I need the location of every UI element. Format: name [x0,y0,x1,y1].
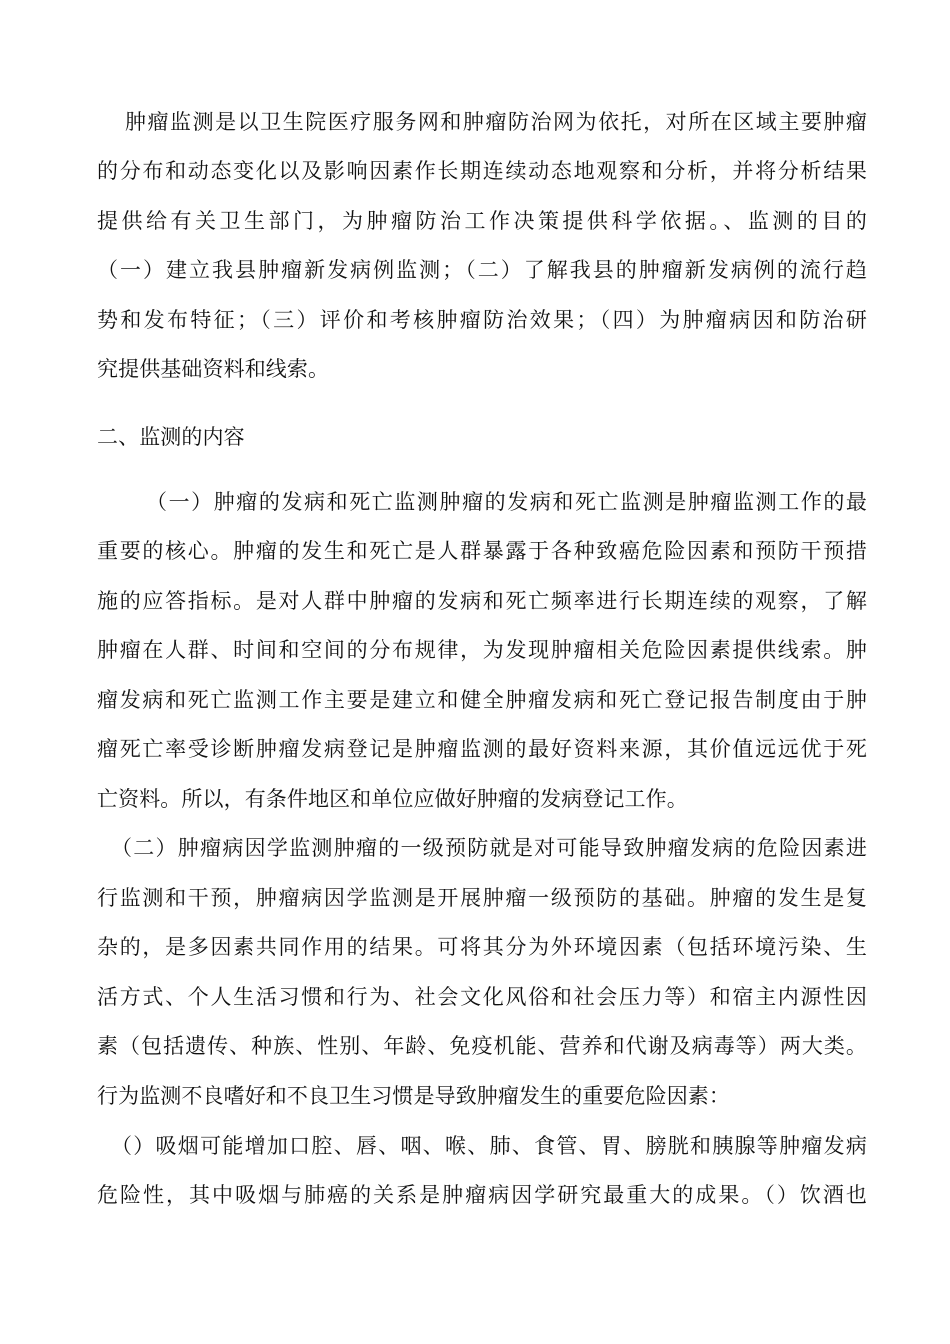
paragraph-1-line-6: 究提供基础资料和线索。 [97,357,330,381]
paragraph-2-line-1: （一）肿瘤的发病和死亡监测肿瘤的发病和死亡监测是肿瘤监测工作的最 [146,490,867,514]
paragraph-2-line-2: 重要的核心。肿瘤的发生和死亡是人群暴露于各种致癌危险因素和预防干预措 [97,539,867,563]
paragraph-1-line-3: 提供给有关卫生部门，为肿瘤防治工作决策提供科学依据。、监测的目的 [97,209,867,233]
paragraph-2-line-7: 亡资料。所以，有条件地区和单位应做好肿瘤的发病登记工作。 [97,787,688,811]
paragraph-2-line-5: 瘤发病和死亡监测工作主要是建立和健全肿瘤发病和死亡登记报告制度由于肿 [97,688,867,712]
paragraph-3-line-4: 活方式、个人生活习惯和行为、社会文化风俗和社会压力等）和宿主内源性因 [97,985,867,1009]
paragraph-3-line-2: 行监测和干预，肿瘤病因学监测是开展肿瘤一级预防的基础。肿瘤的发生是复 [97,886,867,910]
paragraph-1-line-1: 肿瘤监测是以卫生院医疗服务网和肿瘤防治网为依托，对所在区域主要肿瘤 [125,110,867,134]
paragraph-1-line-2: 的分布和动态变化以及影响因素作长期连续动态地观察和分析，并将分析结果 [97,159,867,183]
paragraph-4-line-2: 危险性，其中吸烟与肺癌的关系是肿瘤病因学研究最重大的成果。（）饮酒也 [97,1183,867,1207]
paragraph-2-line-3: 施的应答指标。是对人群中肿瘤的发病和死亡频率进行长期连续的观察，了解 [97,589,867,613]
paragraph-2-line-4: 肿瘤在人群、时间和空间的分布规律，为发现肿瘤相关危险因素提供线索。肿 [97,638,867,662]
paragraph-4-line-1: （）吸烟可能增加口腔、唇、咽、喉、肺、食管、胃、膀胱和胰腺等肿瘤发病 [111,1134,867,1158]
paragraph-3-line-3: 杂的，是多因素共同作用的结果。可将其分为外环境因素（包括环境污染、生 [97,935,867,959]
paragraph-3-line-5: 素（包括遗传、种族、性别、年龄、免疫机能、营养和代谢及病毒等）两大类。 [97,1034,867,1058]
section-heading-2: 二、监测的内容 [97,425,245,449]
paragraph-3-line-1: （二）肿瘤病因学监测肿瘤的一级预防就是对可能导致肿瘤发病的危险因素进 [111,836,867,860]
paragraph-3-line-6: 行为监测不良嗜好和不良卫生习惯是导致肿瘤发生的重要危险因素： [97,1084,730,1108]
paragraph-1-line-5: 势和发布特征；（三）评价和考核肿瘤防治效果；（四）为肿瘤病因和防治研 [97,308,867,332]
paragraph-2-line-6: 瘤死亡率受诊断肿瘤发病登记是肿瘤监测的最好资料来源，其价值远远优于死 [97,737,867,761]
paragraph-1-line-4: （一）建立我县肿瘤新发病例监测；（二）了解我县的肿瘤新发病例的流行趋 [97,258,867,282]
